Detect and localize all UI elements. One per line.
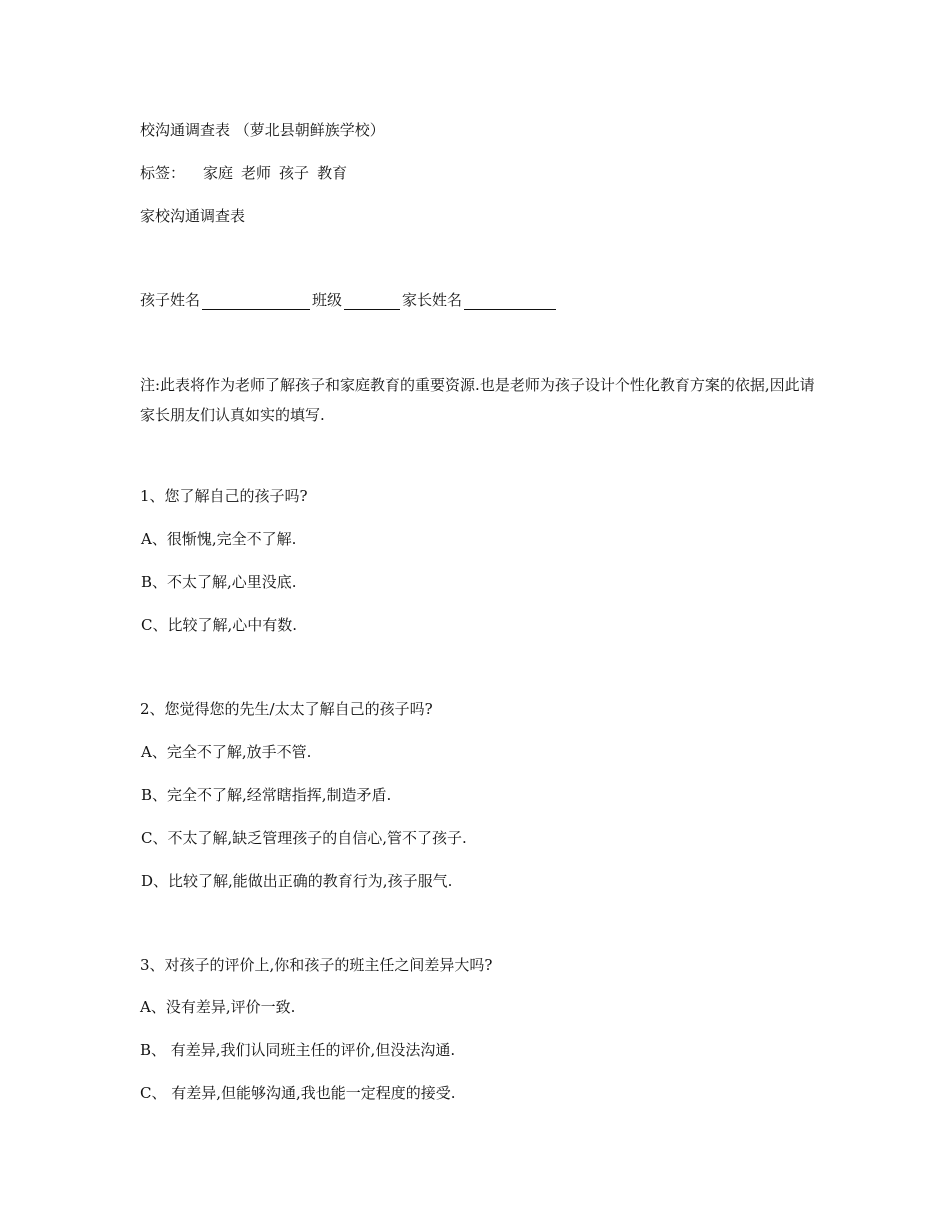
document-title: 校沟通调查表 （萝北县朝鲜族学校） [140, 121, 385, 139]
question-3: 3、对孩子的评价上,你和孩子的班主任之间差异大吗? [140, 956, 493, 974]
parent-name-label: 家长姓名 [402, 291, 463, 309]
class-label: 班级 [312, 291, 343, 309]
tag-family[interactable]: 家庭 [203, 164, 234, 182]
question-1-option-c[interactable]: C、比较了解,心中有数. [141, 616, 298, 634]
tag-education[interactable]: 教育 [317, 164, 348, 182]
question-1-option-a[interactable]: A、很惭愧,完全不了解. [141, 530, 297, 548]
child-name-label: 孩子姓名 [140, 291, 201, 309]
question-1: 1、您了解自己的孩子吗? [140, 487, 308, 505]
question-3-option-c[interactable]: C、 有差异,但能够沟通,我也能一定程度的接受. [140, 1084, 456, 1102]
tag-child[interactable]: 孩子 [279, 164, 310, 182]
tags-label: 标签： [140, 164, 186, 182]
question-2-option-d[interactable]: D、比较了解,能做出正确的教育行为,孩子服气. [141, 872, 453, 890]
question-2-option-c[interactable]: C、不太了解,缺乏管理孩子的自信心,管不了孩子. [141, 829, 467, 847]
note-paragraph: 注:此表将作为老师了解孩子和家庭教育的重要资源.也是老师为孩子设计个性化教育方案的依据,因此请家长朋友们认真如实的填写. [140, 376, 815, 424]
tags-row [140, 163, 355, 183]
info-form-row [140, 290, 558, 310]
question-2-option-a[interactable]: A、完全不了解,放手不管. [141, 743, 312, 761]
child-name-field[interactable] [202, 294, 310, 310]
question-2-option-b[interactable]: B、完全不了解,经常瞎指挥,制造矛盾. [141, 786, 392, 804]
document-subtitle: 家校沟通调查表 [140, 207, 246, 225]
class-field[interactable] [344, 294, 400, 310]
question-1-option-b[interactable]: B、不太了解,心里没底. [141, 573, 297, 591]
parent-name-field[interactable] [464, 294, 556, 310]
question-3-option-b[interactable]: B、 有差异,我们认同班主任的评价,但没法沟通. [140, 1041, 456, 1059]
question-2: 2、您觉得您的先生/太太了解自己的孩子吗? [140, 700, 433, 718]
tag-teacher[interactable]: 老师 [241, 164, 272, 182]
question-3-option-a[interactable]: A、没有差异,评价一致. [140, 998, 296, 1016]
